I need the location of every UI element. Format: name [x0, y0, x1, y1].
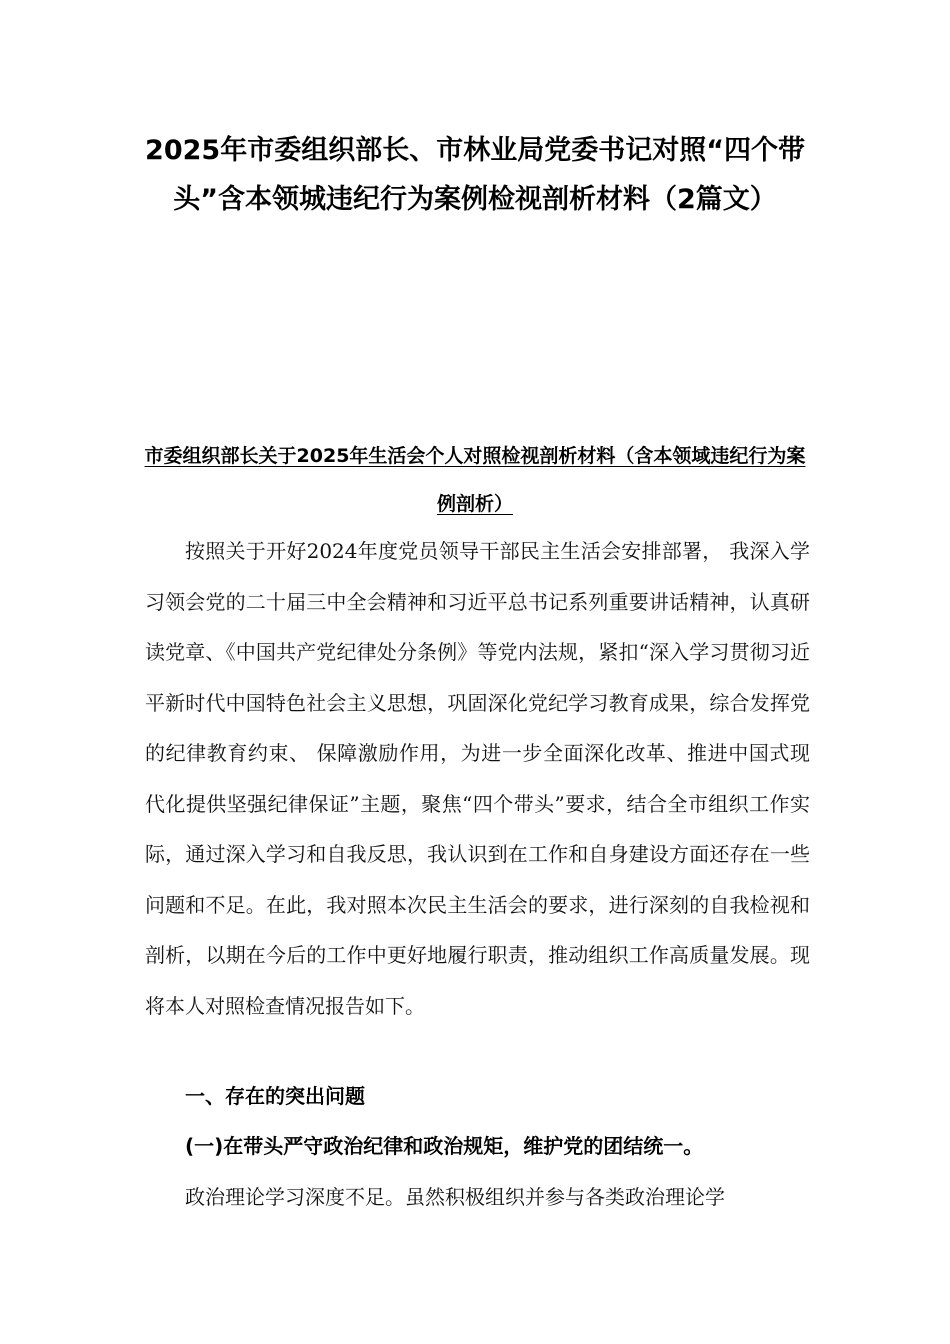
document-title: 2025年市委组织部长、市林业局党委书记对照“四个带头”含本领城违纪行为案例检视剖析材料（2篇文） — [145, 135, 805, 215]
article-subtitle — [138, 432, 812, 528]
article-subtitle-text: 市委组织部长关于2025年生活会个人对照检视剖析材料（含本领域违纪行为案例剖析） — [144, 445, 806, 515]
subsection-heading: (一)在带头严守政治纪律和政治规矩，维护党的团结统一。 — [185, 1134, 704, 1158]
section-heading: 一、存在的突出问题 — [185, 1084, 365, 1108]
partial-paragraph: 政治理论学习深度不足。虽然积极组织并参与各类政治理论学 — [185, 1185, 725, 1209]
intro-paragraph: 按照关于开好2024年度党员领导干部民主生活会安排部署， 我深入学习领会党的二十届三中全会精神和习近平总书记系列重要讲话精神，认真研读党章、《中国共产党纪律处分条例》等党内法规，紧扣“深入学习贯彻习近平新时代中国特色社会主义思想，巩固深化党纪学习教育成果，综合发挥党的纪律教育约束、 保障激励作用，为进一步全面深化改革、推进中国式现代化提供坚强纪律保证”主题，聚焦“四个带头”要求，结合全市组织工作实际，通过深入学习和自我反思，我认识到在工作和自身建设方面还存在一些问题和不足。在此，我对照本次民主生活会的要求，进行深刻的自我检视和剖析，以期在今后的工作中更好地履行职责，推动组织工作高质量发展。现将本人对照检查情况报告如下。 — [145, 539, 810, 1018]
